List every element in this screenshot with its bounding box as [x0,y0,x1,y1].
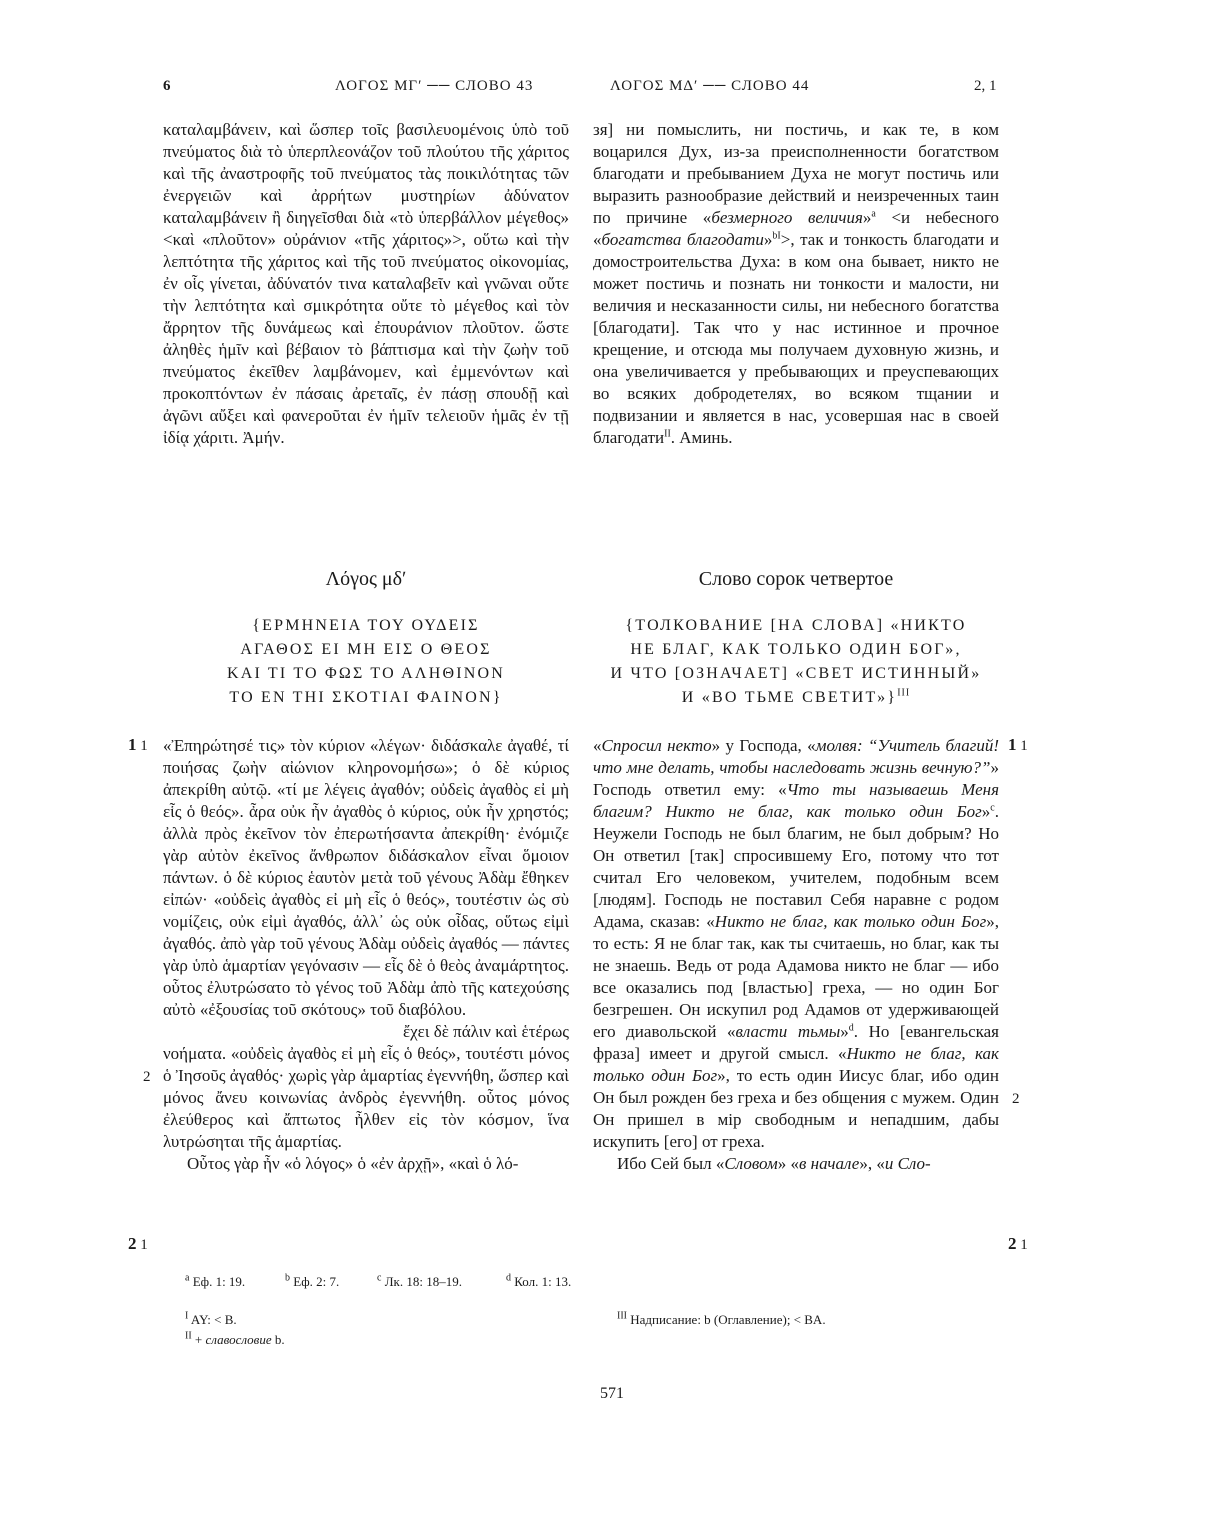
footnote-II: $^{II}$ + славословие b. [185,1330,285,1347]
greek-section-3: Οὗτος γὰρ ἦν «ὁ λόγος» ὁ «ἐν ἀρχῇ», «καὶ ὁ λό- [187,1154,519,1173]
greek-paragraph: καταλαμβάνειν, καὶ ὥσπερ τοῖς βασιλευομένοις ὑπὸ τοῦ πνεύματος διὰ τὸ ὑπερπλεονάζον τοῦ πλούτου τῆς χάριτος καὶ τῆς ἀναστροφῆς τοῦ πνεύματος τὰς ποικιλότητας τῶν ἐνεργειῶν καὶ ἀρρήτων μυστηρίων ἀδύνατον καταλαμβάνειν ἢ διηγεῖσθαι διὰ «τὸ ὑπερβάλλον μέγεθος» <καὶ «πλοῦτον» οὐράνιον «τῆς χάριτος»>, οὕτω καὶ τὴν λεπτότητα τῆς χάριτος καὶ τῆς τοῦ πνεύματος οἰκονομίας, ἐν οἷς γίνεται, ἀδύνατόν τινα καταλαβεῖν καὶ γνῶναι οὔτε τὴν λεπτότητα καὶ σμικρότητα οὔτε τὸ μέγεθος καὶ τὸν ἄρρητον τῆς δυνάμεως καὶ ἐπουράνιον πλοῦτον. ὥστε ἀληθὲς ἡμῖν καὶ βέβαιον τὸ βάπτισμα καὶ τὴν ζωὴν τοῦ πνεύματος ἐκεῖθεν λαμβάνομεν, καὶ ἐμμενόντων καὶ προκοπτόντων ἐν πάσαις ἀρεταῖς, ἐν πάσῃ σπουδῇ καὶ ἀγῶνι αὔξει καὶ φανεροῦται ἐν ἡμῖν τελειοῦν ἡμᾶς ἐν τῇ ἰδίᾳ χάριτι. Ἀμήν. [163,120,569,447]
russian-chapter-title: Слово сорок четвертое [698,568,894,590]
footnote-III: $^{III}$ Надписание: b (Оглавление); < BA. [617,1310,826,1327]
greek-margin-verse-2-1: 2 1 [128,1234,148,1253]
footnote-a: $^a$ Еф. 1: 19. [185,1272,246,1289]
russian-section-1: «Спросил некто» у Господа, «молвя: “Учитель благий! что мне делать, чтобы наследовать жизнь вечную?”» Господь ответил ему: «Что ты называешь Меня благим? Никто не благ, как только один Бог»$^c$. Неужели Господь не был благим, не был добрым? Но Он ответил [так] спросившему Его, потому что тот считал Его человеком, учителем, подобным всем [людям]. Господь не поставил Себя наравне с родом Адама, сказав: «Никто не благ, как только один Бог», то есть: Я не благ так, как ты считаешь, но благ, как ты не знаешь. Ведь от рода Адамова никто не благ — ибо все оказались под [властью] греха, — но один Бог безгрешен. Он искупил род Адамов от удерживающей его диавольской «власти тьмы»$^d$. Но [евангельская фраза] имеет и другой смысл. «Никто не благ, как только один Бог», то есть один Иисус благ, ибо один Он был рожден без греха и без общения с мужем. Один Он пришел в мір свободным и непадшим, дабы искупить [его] от греха. [593,736,1000,1151]
greek-chapter-subtitle: {ΕΡΜΗΝΕΙΑ ΤΟΥ ΟΥΔΕΙΣ ΑΓΑΘΟΣ ΕΙ ΜΗ ΕΙΣ Ο ΘΕΟΣ ΚΑΙ ΤΙ ΤΟ ΦΩΣ ΤΟ ΑΛΗΘΙΝΟΝ ΤΟ ΕΝ ΤΗΙ ΣΚΟΤΙΑΙ ΦΑΙΝΟΝ} [226,617,506,706]
greek-body [163,735,569,1175]
left-running-head: ΛΟΓΟΣ ΜΓʹ ── СЛОВО 43 [335,78,534,94]
left-page-number: 6 [163,78,171,94]
russian-section-3: Ибо Сей был «Словом» «в начале», «и Сло- [617,1154,931,1173]
russian-margin-verse-2-1: 2 1 [1008,1234,1028,1253]
right-page-ref: 2, 1 [974,78,997,94]
russian-chapter-subtitle: {ТОЛКОВАНИЕ [НА СЛОВА] «НИКТО НЕ БЛАГ, КАК ТОЛЬКО ОДИН БОГ», И ЧТО [ОЗНАЧАЕТ] «СВЕТ ИСТИННЫЙ» И «ВО ТЬМЕ СВЕТИТ»}$^{III}$ [610,617,982,706]
greek-margin-verse-2: 2 [143,1069,151,1085]
russian-margin-verse-1-1: 1 1 [1008,735,1028,754]
footnote-I: $^I$ AY: < B. [185,1310,237,1327]
right-running-head: ΛΟΓΟΣ ΜΔʹ ── СЛОВО 44 [610,78,810,94]
greek-chapter-title: Λόγος μδʹ [325,568,407,590]
footnote-c: $^c$ Лк. 18: 18–19. [377,1272,462,1289]
russian-text-top [593,119,999,449]
greek-section-2: ἔχει δὲ πάλιν καὶ ἑτέρως νοήματα. «οὐδεὶς ἀγαθὸς εἰ μὴ εἷς ὁ θεός», τουτέστι μόνος ὁ Ἰησοῦς ἀγαθός· χωρὶς γὰρ ἁμαρτίας ἐγεννήθη, ὥσπερ καὶ μόνος ἄνευ κοινωνίας ἀνδρὸς ἐγεννήθη. οὗτος μόνος ἐλεύθερος καὶ ἄπτωτος ἦλθεν εἰς τὸν κόσμον, ἵνα λυτρώσηται τῆς ἁμαρτίας. [163,1022,569,1151]
russian-body [593,735,999,1175]
footnote-d: $^d$ Кол. 1: 13. [506,1272,572,1289]
greek-margin-verse-1-1: 1 1 [128,735,148,754]
russian-margin-verse-2: 2 [1012,1091,1020,1107]
greek-section-1: «Ἐπηρώτησέ τις» τὸν κύριον «λέγων· διδάσκαλε ἀγαθέ, τί ποιήσας ζωὴν αἰώνιον κληρονομήσω»; ὁ δὲ κύριος ἀπεκρίθη αὐτῷ. «τί με λέγεις ἀγαθόν; οὐδεὶς ἀγαθὸς εἰ μὴ εἷς ὁ θεός». ἆρα οὐκ ἦν ἀγαθὸς ὁ κύριος, οὐκ ἦν χρηστός; ἀλλὰ πρὸς ἐκεῖνον τὸν ἐπερωτήσαντα ἀπεκρίθη· ἐνόμιζε γὰρ αὐτὸν ἐκεῖνος ἄνθρωπον διδάσκαλον εἶναι ὅμοιον πάντων. ὁ δὲ κύριος ἑαυτὸν μετὰ τοῦ γένους Ἀδὰμ ἔθηκεν εἰπών· «οὐδεὶς ἀγαθὸς εἰ μὴ εἷς ὁ θεός», τουτέστιν ὡς σὺ νομίζεις, οὐκ εἰμὶ ἀγαθός, ἀλλ᾽ ὡς οὐκ οἶδας, οὕτως εἰμὶ ἀγαθός. ἀπὸ γὰρ τοῦ γένους Ἀδὰμ οὐδεὶς ἀγαθός — πάντες γὰρ ὑπὸ ἁμαρτίαν γεγόνασιν — εἷς δὲ ὁ θεὸς ἀναμάρτητος. οὗτος ἐλυτρώσατο τὸ γένος τοῦ Ἀδὰμ ἀπὸ τῆς κατεχούσης αὐτὸ «ἐξουσίας τοῦ σκότους» τοῦ διαβόλου. [163,736,569,1019]
greek-text-top [163,119,569,449]
page-number: 571 [600,1385,624,1402]
russian-paragraph: зя] ни помыслить, ни постичь, и как те, в ком воцарился Дух, из-за преисполненности богатством благодати и пребыванием Духа не могут постичь или выразить разнообразие действий и неизреченных таин по причине «безмерного величия»$^a$ <и небесного «богатства благодати»$^{bI}$>, так и тонкость благодати и домостроительства Духа: в ком она бывает, никто не может постичь и познать ни тонкости и малости, ни величия и несказанности силы, ни небесного богатства [благодати]. Так что у нас истинное и прочное крещение, и отсюда мы получаем духовную жизнь, и она увеличивается у пребывающих и преуспевающих во всяких добродетелях, во всяком тщании и подвизании и является в нас, усовершая нас в своей благодати$^{II}$. Аминь. [593,120,999,447]
footnote-b: $^b$ Еф. 2: 7. [285,1272,340,1289]
